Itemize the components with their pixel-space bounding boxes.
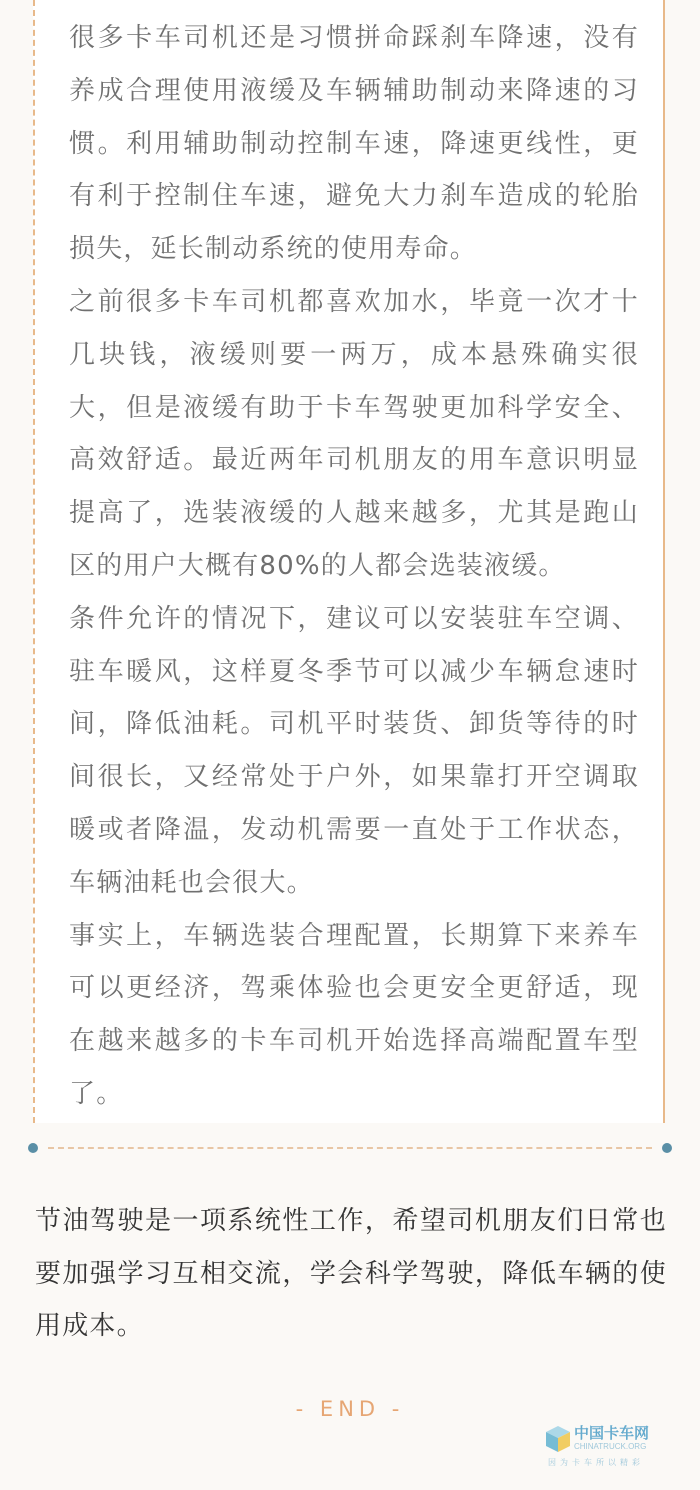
divider-dashed-line — [48, 1147, 652, 1149]
end-label: - END - — [295, 1397, 405, 1421]
section-divider — [28, 1142, 672, 1154]
paragraph-high-end-config: 事实上，车辆选装合理配置，长期算下来养车可以更经济，驾乘体验也会更安全更舒适，现在越来越多的卡车司机开始选择高端配置车型了。 — [69, 920, 639, 1109]
paragraph-parking-ac: 条件允许的情况下，建议可以安装驻车空调、驻车暖风，这样夏冬季节可以减少车辆怠速时间，降低油耗。司机平时装货、卸货等待的时间很长，又经常处于户外，如果靠打开空调取暖或者降温，发动机需要一直处于工作状态，车辆油耗也会很大。 — [69, 603, 639, 898]
watermark-logo-text: 中国卡车网 — [574, 1424, 650, 1442]
article-card-text — [69, 12, 639, 1121]
watermark-latin-text: CHINATRUCK.ORG — [574, 1442, 647, 1451]
paragraph-retarder-cost: 之前很多卡车司机都喜欢加水，毕竟一次才十几块钱，液缓则要一两万，成本悬殊确实很大，但是液缓有助于卡车驾驶更加科学安全、高效舒适。最近两年司机朋友的用车意识明显提高了，选装液缓的人越来越多，尤其是跑山区的用户大概有80%的人都会选装液缓。 — [69, 286, 639, 581]
chinatruck-logo-watermark — [542, 1418, 672, 1472]
divider-dot-right — [662, 1143, 672, 1153]
cube-icon — [546, 1426, 570, 1452]
closing-paragraph: 节油驾驶是一项系统性工作，希望司机朋友们日常也要加强学习互相交流，学会科学驾驶，降低车辆的使用成本。 — [35, 1206, 667, 1341]
watermark-slogan-text: 因为卡车所以精彩 — [548, 1458, 644, 1467]
divider-dot-left — [28, 1143, 38, 1153]
paragraph-retarder-habit: 很多卡车司机还是习惯拼命踩刹车降速，没有养成合理使用液缓及车辆辅助制动来降速的习惯。利用辅助制动控制车速，降速更线性，更有利于控制住车速，避免大力刹车造成的轮胎损失，延长制动系统的使用寿命。 — [69, 23, 639, 265]
